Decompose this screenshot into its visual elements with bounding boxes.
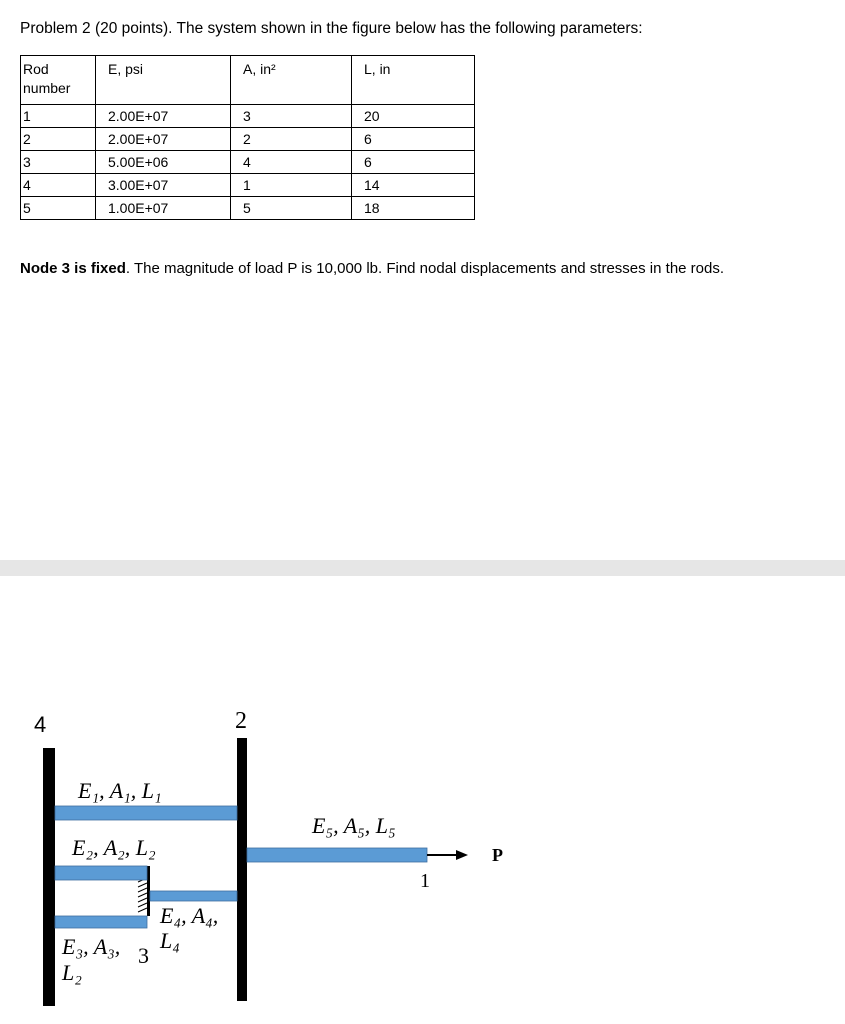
load-p-label: P <box>492 845 503 865</box>
cell-a: 3 <box>231 105 352 128</box>
rod-system-figure <box>0 690 845 1020</box>
rod-3 <box>55 916 147 928</box>
statement-bold: Node 3 is fixed <box>20 260 126 277</box>
rod-4-label-line1: E₄, A₄, <box>160 903 219 928</box>
table-row <box>21 174 475 197</box>
table-header-row <box>21 56 475 105</box>
rod-2 <box>55 866 147 880</box>
rod-1-label: E₁, A₁, L₁ <box>78 778 162 803</box>
node-1-label: 1 <box>420 870 430 892</box>
cell-a: 4 <box>231 151 352 174</box>
wall-node-2 <box>237 738 247 1001</box>
problem-heading: Problem 2 (20 points). The system shown in the figure below has the following parameters: <box>20 20 643 37</box>
table-row <box>21 128 475 151</box>
cell-e: 5.00E+06 <box>96 151 231 174</box>
cell-rod: 4 <box>21 174 96 197</box>
cell-a: 1 <box>231 174 352 197</box>
header-length: L, in <box>352 56 475 105</box>
header-area: A, in² <box>231 56 352 105</box>
node-3-label: 3 <box>138 943 149 968</box>
cell-rod: 3 <box>21 151 96 174</box>
rod-5 <box>247 848 427 862</box>
cell-a: 5 <box>231 197 352 220</box>
rod-3-label-line1: E₃, A₃, <box>62 934 121 959</box>
cell-l: 20 <box>352 105 475 128</box>
cell-e: 3.00E+07 <box>96 174 231 197</box>
wall-node-4 <box>43 748 55 1006</box>
node-4-label: 4 <box>34 712 47 737</box>
cell-rod: 1 <box>21 105 96 128</box>
wall-node-3 <box>147 866 150 916</box>
cell-e: 2.00E+07 <box>96 128 231 151</box>
load-arrow-head <box>456 850 468 860</box>
rod-4-label-line2: L₄ <box>160 928 180 953</box>
cell-l: 14 <box>352 174 475 197</box>
node-2-label: 2 <box>235 708 247 734</box>
cell-l: 6 <box>352 151 475 174</box>
rod-1 <box>55 806 237 820</box>
cell-a: 2 <box>231 128 352 151</box>
cell-rod: 5 <box>21 197 96 220</box>
cell-e: 1.00E+07 <box>96 197 231 220</box>
problem-statement <box>20 256 820 282</box>
rod-3-label-line2: L₂ <box>62 960 82 985</box>
cell-rod: 2 <box>21 128 96 151</box>
section-divider <box>0 560 845 576</box>
statement-rest: . The magnitude of load P is 10,000 lb. Find nodal displacements and stresses in the rods. <box>125 260 725 277</box>
table-row <box>21 105 475 128</box>
rod-5-label: E₅, A₅, L₅ <box>312 813 396 838</box>
header-rod-number: Rod number <box>21 56 96 105</box>
rod-2-label: E₂, A₂, L₂ <box>72 835 156 860</box>
cell-e: 2.00E+07 <box>96 105 231 128</box>
table-row <box>21 197 475 220</box>
cell-l: 6 <box>352 128 475 151</box>
table-row <box>21 151 475 174</box>
parameters-table <box>20 55 475 220</box>
header-e-psi: E, psi <box>96 56 231 105</box>
rod-4 <box>150 891 237 901</box>
cell-l: 18 <box>352 197 475 220</box>
